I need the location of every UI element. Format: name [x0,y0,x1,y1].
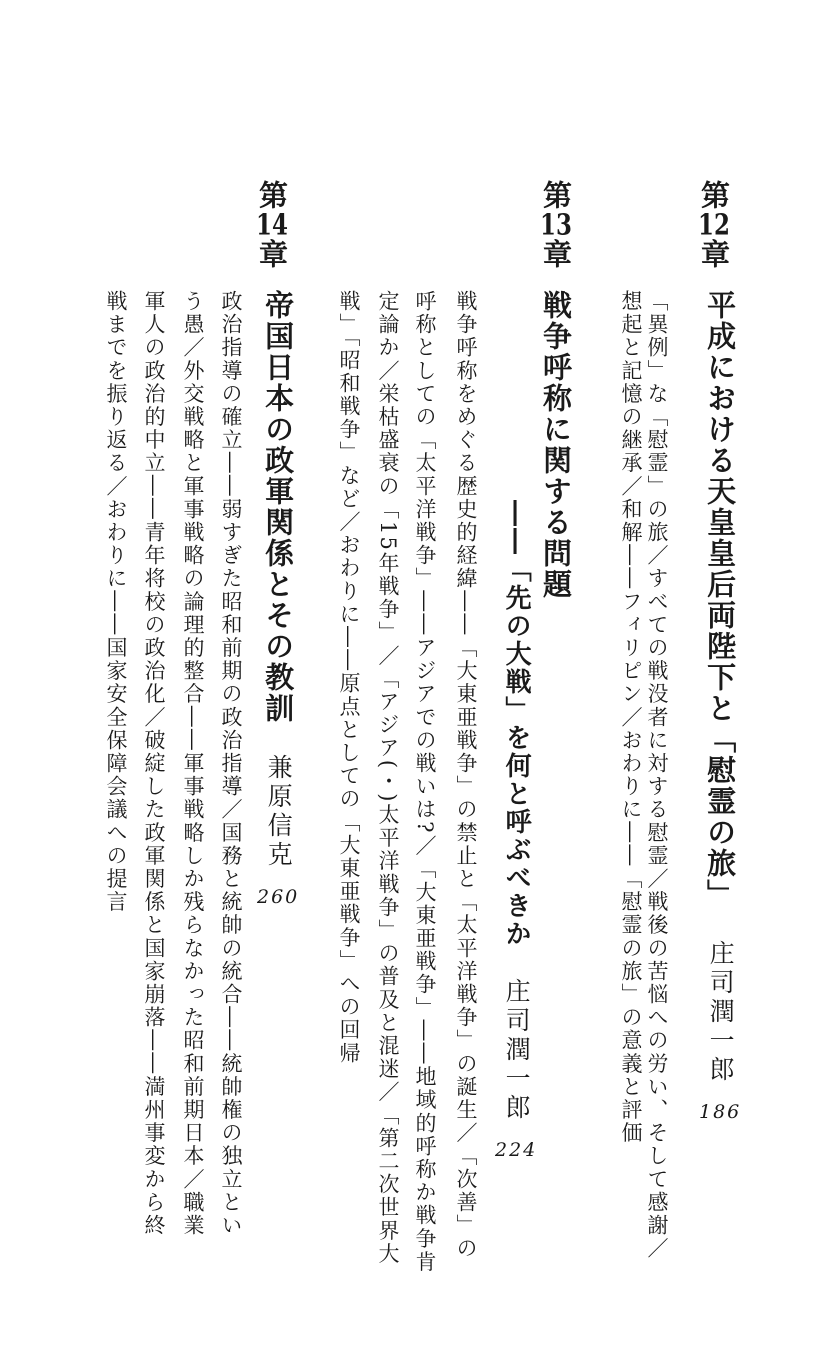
chapter-12-title[interactable] [699,290,741,1122]
chapter-13-summary-line-2: 呼称としての「太平洋戦争」――アジアでの戦いは?／「大東亜戦争」――地域的呼称か戦争肯 [413,290,437,1274]
chapter-12-summary-line-2: 想起と記憶の継承／和解――フィリピン／おわりに――「慰霊の旅」の意義と評価 [619,290,643,1145]
chapter-14-summary-line-3: 軍人の政治的中立――青年将校の政治化／破綻した政軍関係と国家崩落――満州事変から終 [142,290,166,1238]
chapter-12-title-text: 平成における天皇皇后両陛下と「慰霊の旅」 [703,290,738,910]
chapter-12-author: 庄司潤一郎 [706,940,736,1085]
chapter-13-title-text: 戦争呼称に関する問題 [539,290,573,600]
chapter-12-summary-line-1: 「異例」な「慰霊」の旅／すべての戦没者に対する慰霊／戦後の苦悩への労い、そして感謝／ [645,290,669,1261]
chapter-13-summary-line-4: 戦」「昭和戦争」など／おわりに――原点としての「大東亜戦争」への回帰 [337,290,361,1065]
chapter-13-label: 第13章 [539,180,573,269]
chapter-13-page: 224 [495,1139,538,1161]
chapter-14-summary-line-2: う愚／外交戦略と軍事戦略の論理的整合――軍事戦略しか残らなかった昭和前期日本／職業 [181,290,205,1238]
chapter-12-page: 186 [699,1101,742,1123]
chapter-13-summary-line-3: 定論か／栄枯盛衰の「15年戦争」／「アジア(・)太平洋戦争」の普及と混迷／「第二次世界大 [376,290,400,1266]
chapter-14-label: 第14章 [255,180,289,269]
chapter-14-title[interactable] [257,290,299,907]
chapter-14-title-text: 帝国日本の政軍関係とその教訓 [261,290,296,724]
chapter-14-summary-line-1: 政治指導の確立――弱すぎた昭和前期の政治指導／国務と統帥の統合――統帥権の独立とい [219,290,243,1238]
chapter-13-author: 庄司潤一郎 [502,978,532,1123]
chapter-12-label: 第12章 [697,180,731,269]
chapter-13-summary-line-1: 戦争呼称をめぐる歴史的経緯――「大東亜戦争」の禁止と「太平洋戦争」の誕生／「次善」の [454,290,478,1261]
chapter-13-title[interactable] [539,290,573,600]
chapter-14-page: 260 [257,886,300,908]
chapter-14-author: 兼原信克 [264,754,294,870]
chapter-13-subtitle: ――「先の大戦」を何と呼ぶべきか [501,500,532,948]
chapter-14-summary-line-4: 戦までを振り返る／おわりに――国家安全保障会議への提言 [104,290,128,914]
chapter-13-subtitle-row [495,500,537,1160]
